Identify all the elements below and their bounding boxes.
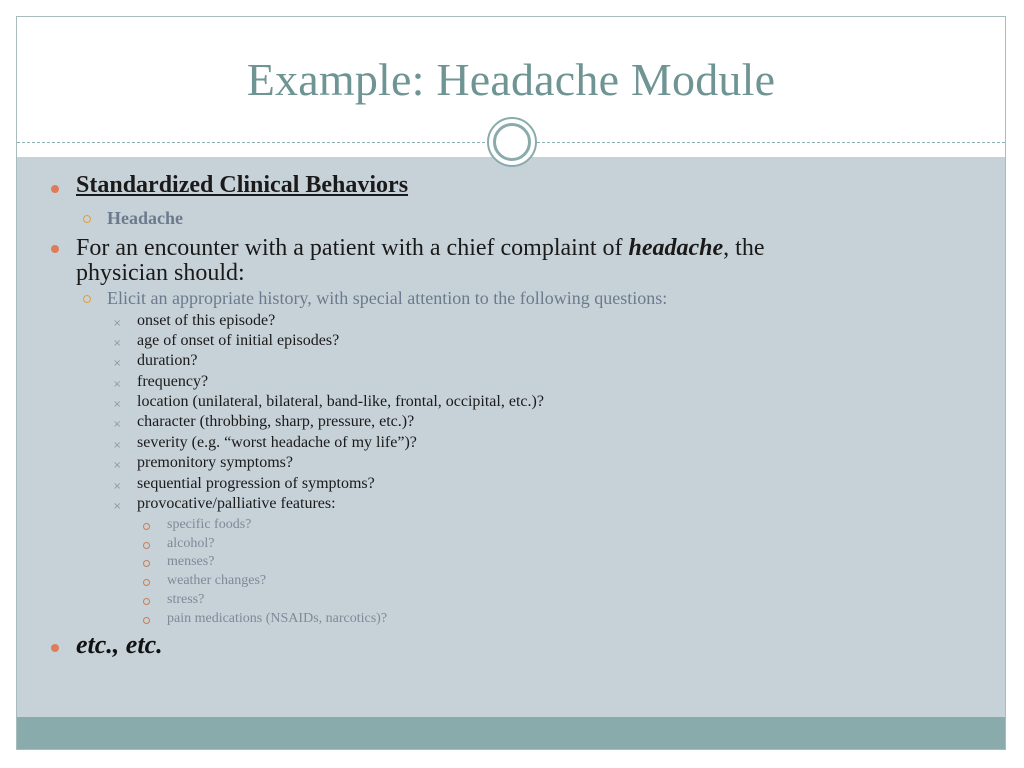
bullet-x-icon: ×: [113, 379, 122, 390]
bullet-small-ring-icon: [143, 560, 150, 567]
slide-frame: [16, 16, 1006, 750]
bullet-dot-icon: [51, 245, 59, 253]
list-item: duration?: [137, 352, 198, 369]
bullet-small-ring-icon: [143, 542, 150, 549]
list-item: menses?: [167, 554, 215, 569]
list-item: premonitory symptoms?: [137, 454, 293, 471]
bullet-small-ring-icon: [143, 617, 150, 624]
etc-text: etc., etc.: [76, 630, 163, 659]
encounter-text-line2: physician should:: [76, 260, 245, 286]
bullet-x-icon: ×: [113, 358, 122, 369]
bullet-x-icon: ×: [113, 501, 122, 512]
list-item: onset of this episode?: [137, 312, 276, 329]
encounter-text-after: , the: [723, 235, 765, 261]
slide-title: Example: Headache Module: [246, 54, 776, 105]
list-item: sequential progression of symptoms?: [137, 475, 375, 492]
bullet-ring-icon: [83, 215, 91, 223]
bullet-x-icon: ×: [113, 399, 122, 410]
list-item: provocative/palliative features:: [137, 495, 336, 512]
encounter-text-before: For an encounter with a patient with a chief complaint of: [76, 235, 629, 261]
bullet-dot-icon: [51, 185, 59, 193]
list-item: alcohol?: [167, 536, 215, 551]
list-item: severity (e.g. “worst headache of my life”)?: [137, 434, 417, 451]
bullet-small-ring-icon: [143, 579, 150, 586]
bullet-small-ring-icon: [143, 598, 150, 605]
bullet-dot-icon: [51, 644, 59, 652]
encounter-text-emphasis: headache: [628, 235, 724, 261]
circle-ornament-icon: [487, 117, 537, 167]
elicit-history-text: Elicit an appropriate history, with special attention to the following questions:: [107, 288, 668, 308]
list-item: character (throbbing, sharp, pressure, etc.)?: [137, 413, 415, 430]
list-item: weather changes?: [167, 573, 267, 588]
bullet-small-ring-icon: [143, 523, 150, 530]
bullet-x-icon: ×: [113, 338, 122, 349]
list-item: frequency?: [137, 373, 209, 390]
bullet-ring-icon: [83, 295, 91, 303]
list-item: pain medications (NSAIDs, narcotics)?: [167, 611, 388, 626]
bullet-x-icon: ×: [113, 440, 122, 451]
bullet-x-icon: ×: [113, 419, 122, 430]
bullet-x-icon: ×: [113, 481, 122, 492]
bullet-x-icon: ×: [113, 460, 122, 471]
list-item: location (unilateral, bilateral, band-like, frontal, occipital, etc.)?: [137, 393, 544, 410]
circle-ornament-inner: [493, 123, 531, 161]
list-item: specific foods?: [167, 517, 252, 532]
heading-standardized-behaviors: Standardized Clinical Behaviors: [76, 172, 409, 198]
list-item: stress?: [167, 592, 205, 607]
footer-bar: [17, 717, 1005, 750]
encounter-text-line1: [76, 235, 764, 262]
bullet-x-icon: ×: [113, 318, 122, 329]
subheading-headache: Headache: [107, 208, 183, 228]
list-item: age of onset of initial episodes?: [137, 332, 340, 349]
